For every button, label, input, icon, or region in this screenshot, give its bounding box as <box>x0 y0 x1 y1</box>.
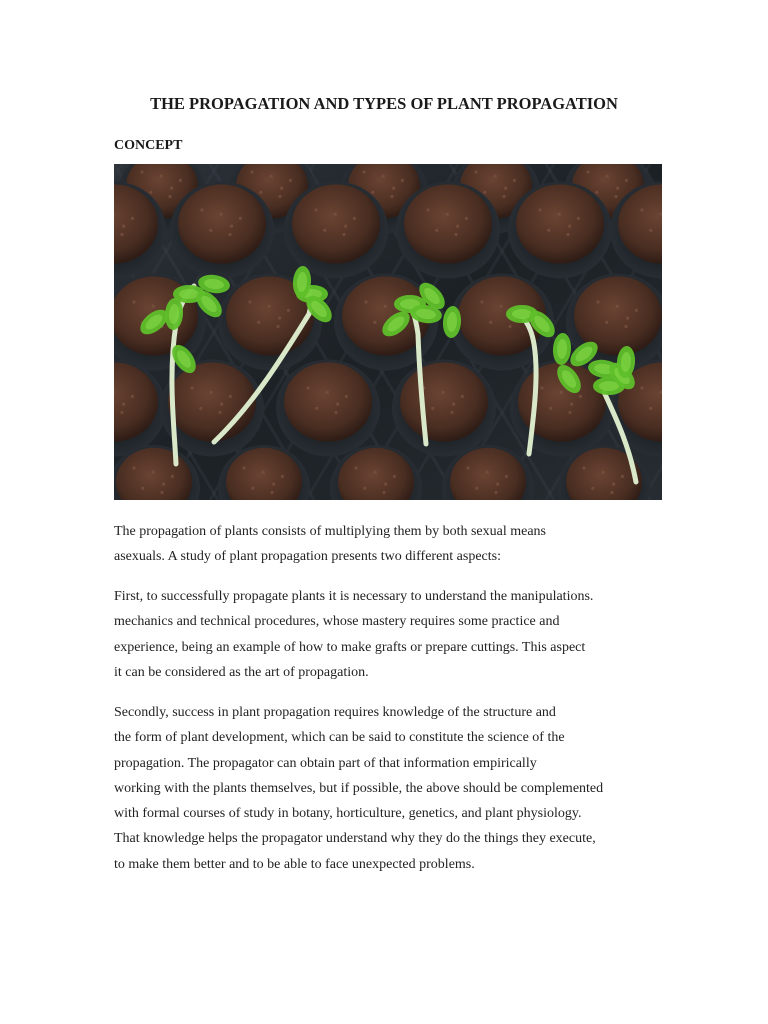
soil-speck <box>342 233 345 236</box>
paragraph-science-of-propagation <box>114 700 674 877</box>
soil-plug <box>168 362 256 441</box>
soil-speck <box>289 179 292 182</box>
paragraph-line: experience, being an example of how to make grafts or prepare cuttings. This aspect <box>114 639 586 655</box>
paragraph-line: That knowledge helps the propagator understand why they do the things they execute, <box>114 831 596 847</box>
soil-speck <box>190 386 193 389</box>
soil-speck <box>570 403 573 406</box>
paragraph-art-of-propagation <box>114 584 674 685</box>
soil-speck <box>502 195 505 198</box>
soil-speck <box>140 170 143 173</box>
soil-plug <box>400 362 488 441</box>
soil-speck <box>345 395 348 398</box>
soil-speck <box>606 175 609 178</box>
soil-speck <box>450 411 453 414</box>
soil-speck <box>486 471 489 474</box>
soil-speck <box>239 217 242 220</box>
soil-plug <box>284 362 372 441</box>
soil-speck <box>616 305 619 308</box>
soil-speck <box>612 483 615 486</box>
soil-speck <box>251 487 254 490</box>
soil-speck <box>382 491 385 494</box>
soil-speck <box>132 300 135 303</box>
soil-speck <box>149 191 152 194</box>
soil-speck <box>568 225 571 228</box>
soil-speck <box>276 325 279 328</box>
soil-speck <box>456 225 459 228</box>
soil-speck <box>257 321 260 324</box>
soil-speck <box>344 225 347 228</box>
leaf-highlight <box>179 289 199 299</box>
soil-speck <box>268 305 271 308</box>
soil-speck <box>577 217 580 220</box>
soil-speck <box>446 213 449 216</box>
soil-speck <box>315 407 318 410</box>
soil-speck <box>461 395 464 398</box>
soil-speck <box>220 213 223 216</box>
soil-speck <box>591 487 594 490</box>
paragraph-line: propagation. The propagator can obtain part of that information empirically <box>114 755 537 771</box>
soil-speck <box>362 170 365 173</box>
document-title: THE PROPAGATION AND TYPES OF PLANT PROPAGATION <box>150 94 618 113</box>
soil-speck <box>640 208 643 211</box>
soil-speck <box>141 487 144 490</box>
soil-speck <box>326 391 329 394</box>
paragraph-line: the form of plant development, which can be said to constitute the science of the <box>114 730 565 746</box>
soil-speck <box>230 225 233 228</box>
soil-speck <box>272 483 275 486</box>
soil-speck <box>334 411 337 414</box>
soil-speck <box>278 195 281 198</box>
paragraph-line: mechanics and technical procedures, whose mastery requires some practice and <box>114 614 560 630</box>
leaf-highlight <box>512 309 532 319</box>
soil-speck <box>210 391 213 394</box>
soil-speck <box>354 466 357 469</box>
soil-speck <box>649 229 652 232</box>
soil-speck <box>579 395 582 398</box>
soil-speck <box>152 305 155 308</box>
soil-speck <box>549 407 552 410</box>
soil-speck <box>494 491 497 494</box>
soil-speck <box>280 187 283 190</box>
soil-speck <box>336 403 339 406</box>
cuttings-photo <box>114 164 662 500</box>
soil-speck <box>364 300 367 303</box>
soil-speck <box>248 300 251 303</box>
soil-speck <box>426 208 429 211</box>
soil-speck <box>229 395 232 398</box>
soil-speck <box>218 411 221 414</box>
soil-speck <box>640 386 643 389</box>
soil-speck <box>270 175 273 178</box>
soil-plug <box>516 184 604 263</box>
paragraph-line: it can be considered as the art of propagation. <box>114 664 369 680</box>
soil-speck <box>568 411 571 414</box>
soil-speck <box>465 217 468 220</box>
soil-speck <box>371 191 374 194</box>
soil-speck <box>494 175 497 178</box>
soil-speck <box>513 179 516 182</box>
soil-speck <box>281 475 284 478</box>
soil-speck <box>538 208 541 211</box>
soil-speck <box>120 411 123 414</box>
soil-speck <box>363 487 366 490</box>
soil-speck <box>474 170 477 173</box>
soil-speck <box>259 191 262 194</box>
soil-speck <box>220 403 223 406</box>
soil-speck <box>540 386 543 389</box>
soil-speck <box>649 407 652 410</box>
soil-speck <box>442 391 445 394</box>
soil-speck <box>170 187 173 190</box>
soil-speck <box>306 386 309 389</box>
soil-speck <box>314 208 317 211</box>
soil-speck <box>392 187 395 190</box>
soil-speck <box>596 300 599 303</box>
soil-speck <box>162 483 165 486</box>
soil-speck <box>616 187 619 190</box>
soil-speck <box>547 229 550 232</box>
soil-speck <box>373 321 376 324</box>
soil-speck <box>250 170 253 173</box>
soil-speck <box>122 225 125 228</box>
soil-speck <box>384 483 387 486</box>
soil-speck <box>435 229 438 232</box>
soil-speck <box>452 403 455 406</box>
soil-speck <box>131 395 134 398</box>
soil-speck <box>152 471 155 474</box>
soil-speck <box>131 217 134 220</box>
soil-plug <box>292 184 380 263</box>
soil-speck <box>500 305 503 308</box>
soil-speck <box>626 317 629 320</box>
soil-speck <box>270 491 273 494</box>
soil-speck <box>179 179 182 182</box>
soil-speck <box>334 213 337 216</box>
soil-speck <box>278 317 281 320</box>
soil-speck <box>582 466 585 469</box>
soil-speck <box>200 208 203 211</box>
soil-speck <box>625 179 628 182</box>
soil-speck <box>489 321 492 324</box>
soil-speck <box>454 233 457 236</box>
soil-speck <box>209 229 212 232</box>
soil-speck <box>431 407 434 410</box>
soil-speck <box>586 170 589 173</box>
soil-speck <box>160 491 163 494</box>
soil-speck <box>635 309 638 312</box>
soil-speck <box>171 475 174 478</box>
soil-speck <box>560 391 563 394</box>
soil-speck <box>504 187 507 190</box>
soil-speck <box>353 217 356 220</box>
soil-speck <box>614 195 617 198</box>
soil-speck <box>262 471 265 474</box>
soil-speck <box>605 321 608 324</box>
soil-speck <box>122 403 125 406</box>
section-heading: CONCEPT <box>114 138 183 153</box>
paragraph-line: asexuals. A study of plant propagation presents two different aspects: <box>114 549 501 565</box>
soil-speck <box>558 213 561 216</box>
soil-speck <box>384 305 387 308</box>
soil-speck <box>132 466 135 469</box>
soil-speck <box>393 475 396 478</box>
soil-speck <box>160 175 163 178</box>
soil-speck <box>610 491 613 494</box>
paragraph-line: The propagation of plants consists of multiplying them by both sexual means <box>114 524 546 539</box>
paragraph-line: Secondly, success in plant propagation requires knowledge of the structure and <box>114 705 556 720</box>
soil-speck <box>374 471 377 474</box>
soil-plug <box>404 184 492 263</box>
soil-speck <box>480 300 483 303</box>
soil-speck <box>390 195 393 198</box>
paragraph-line: working with the plants themselves, but if possible, the above should be complemented <box>114 780 604 796</box>
soil-speck <box>624 325 627 328</box>
soil-speck <box>508 325 511 328</box>
soil-speck <box>496 483 499 486</box>
paragraph-line: First, to successfully propagate plants it is necessary to understand the manipulations. <box>114 589 594 604</box>
soil-speck <box>242 466 245 469</box>
soil-speck <box>120 233 123 236</box>
soil-speck <box>199 407 202 410</box>
paragraph-intro <box>114 519 674 570</box>
soil-speck <box>168 195 171 198</box>
soil-speck <box>287 309 290 312</box>
soil-speck <box>401 179 404 182</box>
soil-speck <box>382 175 385 178</box>
soil-speck <box>483 191 486 194</box>
paragraph-line: to make them better and to be able to face unexpected problems. <box>114 856 475 872</box>
soil-speck <box>566 233 569 236</box>
soil-plug <box>178 184 266 263</box>
soil-speck <box>323 229 326 232</box>
soil-speck <box>602 471 605 474</box>
paragraph-line: with formal courses of study in botany, horticulture, genetics, and plant physiology. <box>114 806 582 822</box>
soil-speck <box>621 475 624 478</box>
soil-speck <box>228 233 231 236</box>
soil-speck <box>475 487 478 490</box>
soil-speck <box>595 191 598 194</box>
soil-speck <box>466 466 469 469</box>
soil-speck <box>505 475 508 478</box>
